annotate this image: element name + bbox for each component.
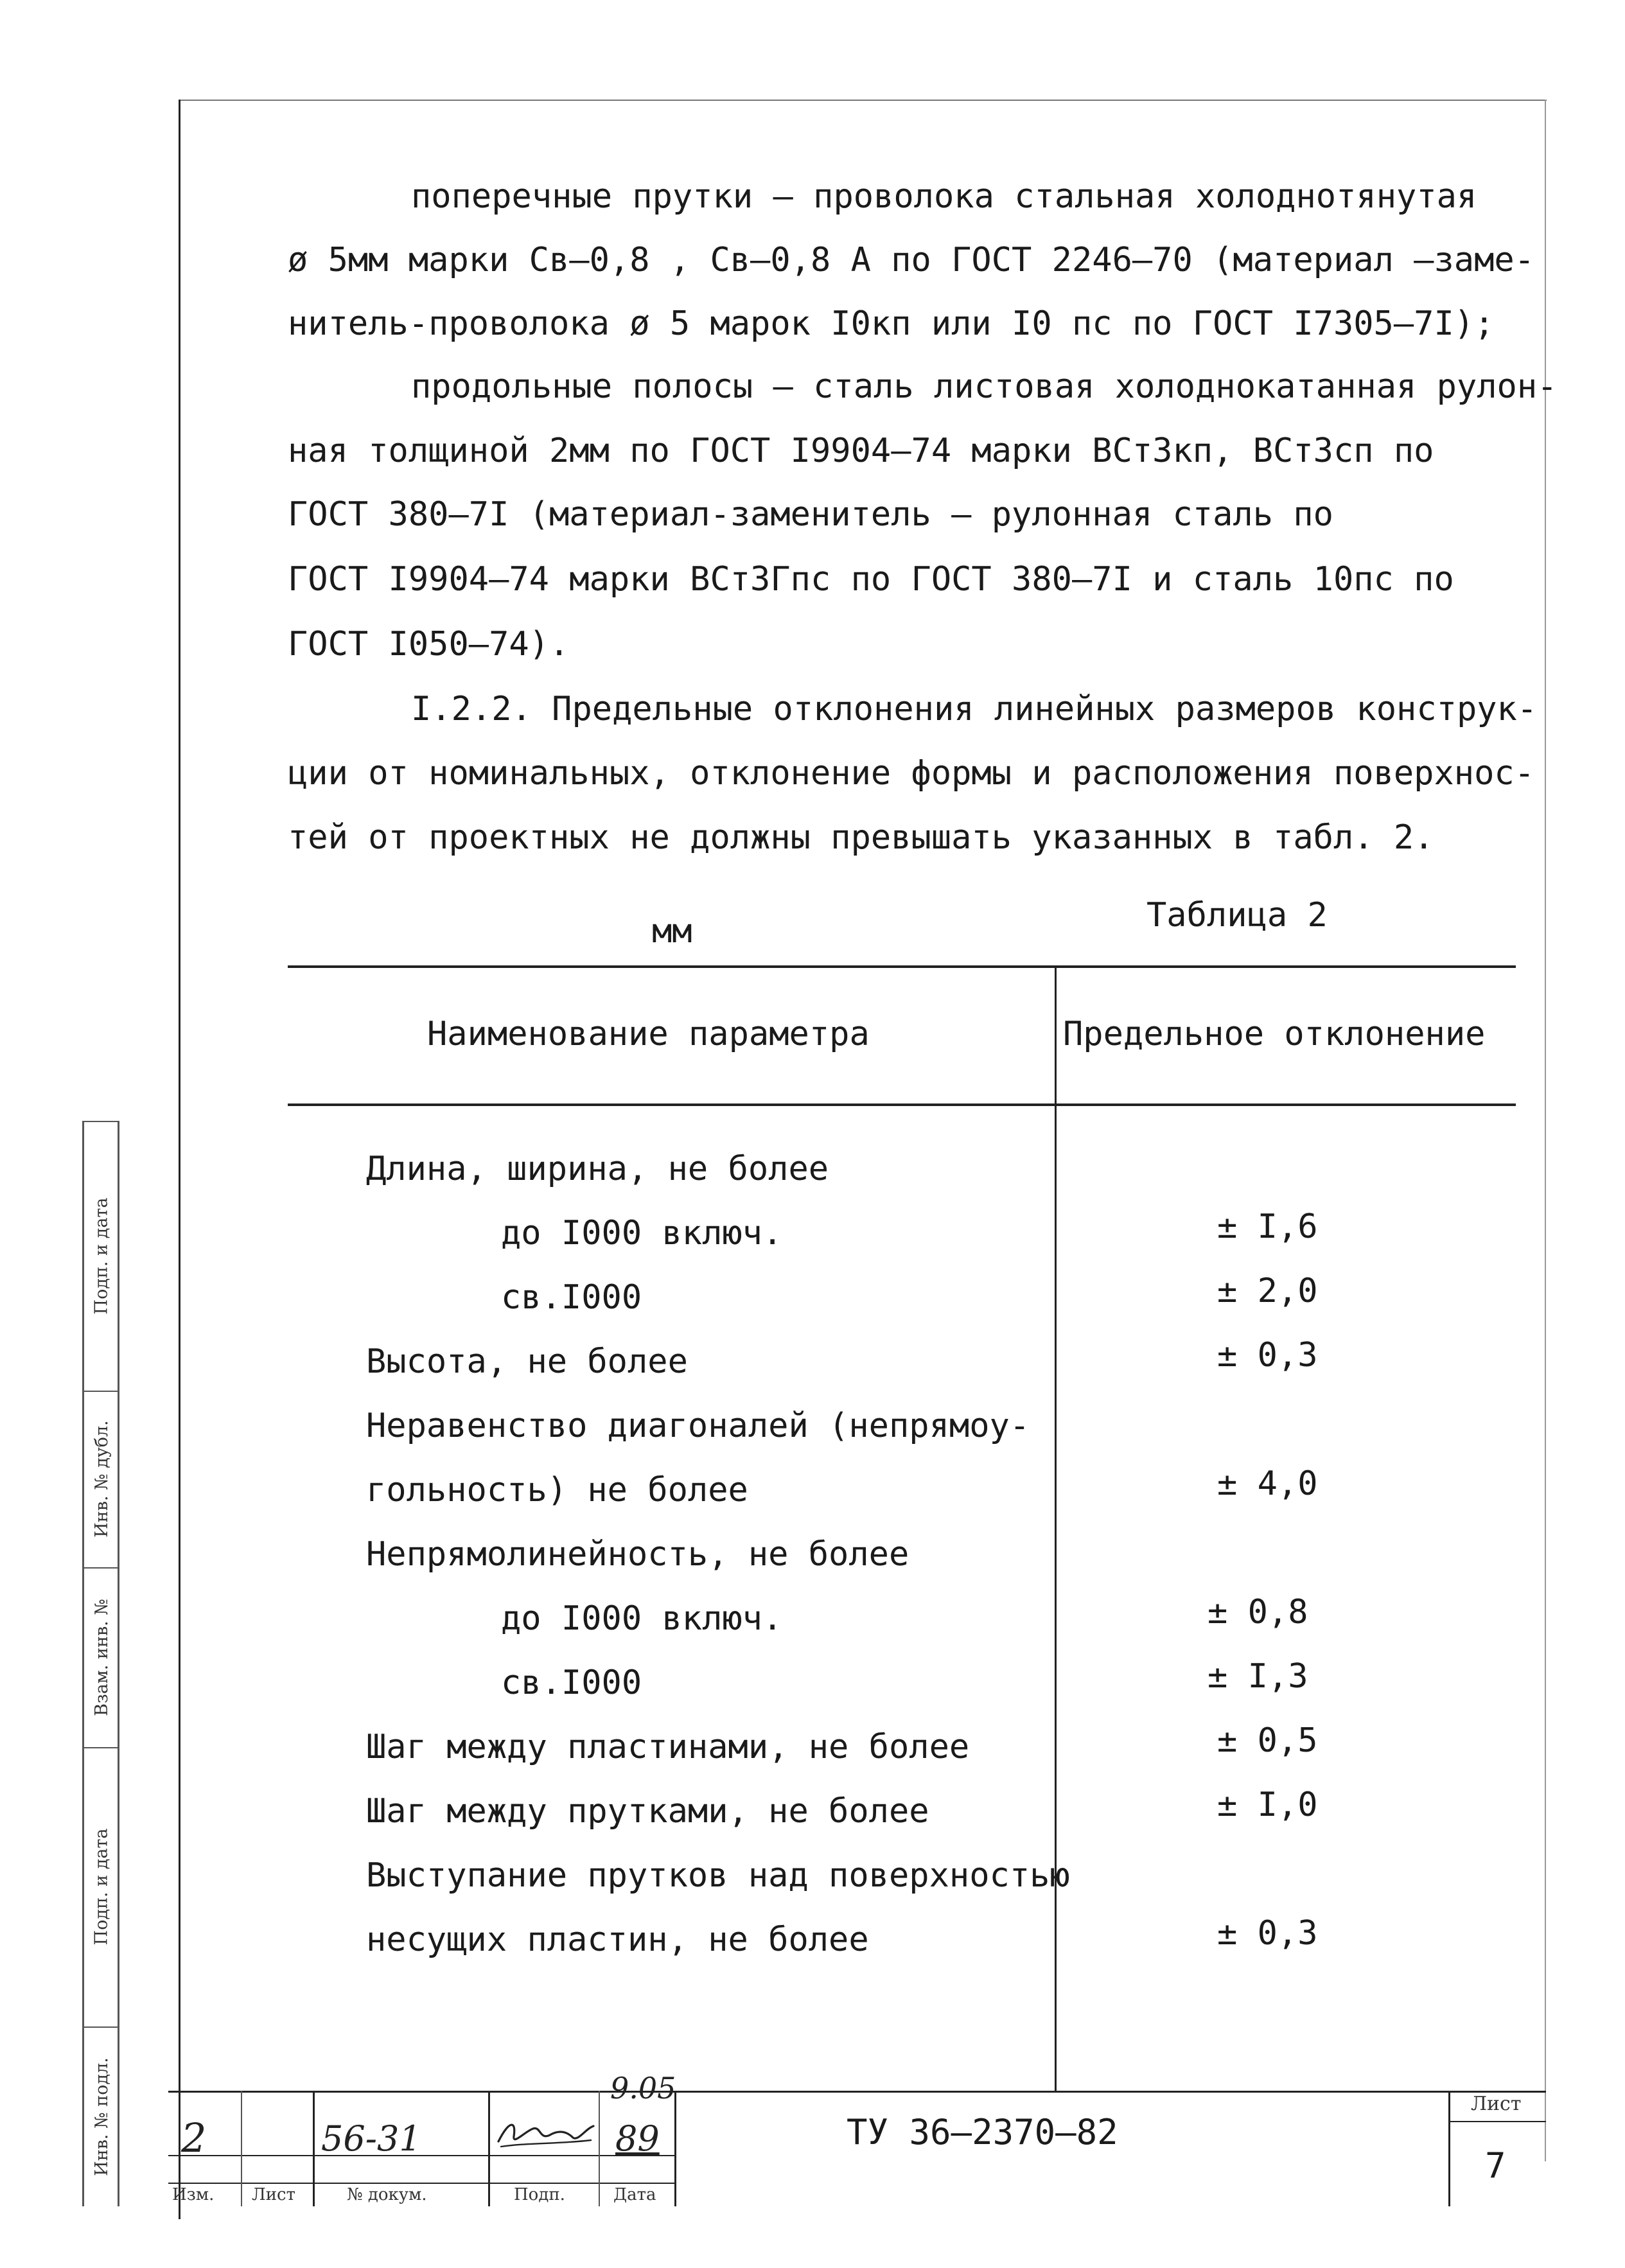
- stamp-col-izm: Изм.: [172, 2185, 215, 2204]
- title-block-col-rule: [313, 2091, 315, 2206]
- table-header-rule: [288, 1103, 1516, 1106]
- title-block-col-rule: [1448, 2091, 1450, 2206]
- table-row-deviation: ± I,6: [1217, 1208, 1318, 1246]
- table-row-deviation: ± 0,3: [1217, 1914, 1318, 1953]
- table-row-param: св.I000: [501, 1278, 642, 1317]
- signature-mark: [495, 2112, 597, 2153]
- page-frame-left: [179, 100, 180, 2219]
- table-row-deviation: ± 4,0: [1217, 1464, 1318, 1503]
- table-row-deviation: ± 0,5: [1217, 1721, 1318, 1760]
- table-row-param: Выступание прутков над поверхностью: [366, 1856, 1070, 1895]
- side-label-inv-orig: Инв. № подл.: [91, 2057, 112, 2176]
- stamp-value-date: 89: [615, 2118, 660, 2159]
- table-row-param: Неравенство диагоналей (непрямоу-: [366, 1407, 1030, 1445]
- body-line: ГОСТ 380–7I (материал-заменитель – рулонная сталь по: [288, 495, 1333, 534]
- table-row-param: Шаг между пластинами, не более: [366, 1728, 970, 1766]
- table-caption: Таблица 2: [1146, 896, 1328, 935]
- stamp-col-doc: № докум.: [347, 2185, 427, 2204]
- body-line: ГОСТ I050–74).: [288, 625, 570, 664]
- body-line: ная толщиной 2мм по ГОСТ I9904–74 марки ВСт3кп, ВСт3сп по: [288, 432, 1434, 470]
- table-row-deviation: ± I,3: [1208, 1657, 1308, 1696]
- body-line: I.2.2. Предельные отклонения линейных размеров конструк-: [411, 690, 1538, 728]
- table-row-param: Длина, ширина, не более: [366, 1150, 829, 1188]
- table-row-deviation: ± 0,3: [1217, 1336, 1318, 1375]
- title-block-top-rule: [168, 2091, 1546, 2093]
- side-label-inv-dupl: Инв. № дубл.: [91, 1420, 112, 1538]
- page-frame-top: [179, 100, 1547, 101]
- sheet-number: 7: [1485, 2145, 1506, 2186]
- table-row-deviation: ± 0,8: [1208, 1593, 1308, 1631]
- table-row-param: Высота, не более: [366, 1342, 688, 1381]
- table-row-param: гольность) не более: [366, 1471, 748, 1509]
- side-label-sign-date: Подп. и дата: [91, 1197, 112, 1314]
- document-code: ТУ 36–2370–82: [847, 2112, 1118, 2152]
- sheet-label: Лист: [1471, 2093, 1522, 2115]
- body-line: поперечные прутки – проволока стальная холоднотянутая: [411, 177, 1477, 216]
- body-line: ø 5мм марки Св–0,8 , Св–0,8 А по ГОСТ 2246–70 (материал –заме-: [288, 241, 1535, 279]
- body-line: ции от номинальных, отклонение формы и расположения поверхнос-: [288, 754, 1535, 793]
- body-line: ГОСТ I9904–74 марки ВСт3Гпс по ГОСТ 380–7I и сталь 10пс по: [288, 560, 1454, 599]
- stamp-col-sign: Подп.: [514, 2185, 565, 2204]
- stamp-col-date: Дата: [613, 2185, 656, 2204]
- table-unit: мм: [652, 912, 692, 951]
- title-block-col-rule: [674, 2091, 676, 2206]
- body-line: тей от проектных не должны превышать указанных в табл. 2.: [288, 818, 1434, 857]
- table-row-deviation: ± I,0: [1217, 1786, 1318, 1824]
- title-block-col-rule: [488, 2091, 490, 2206]
- table-header-deviation: Предельное отклонение: [1063, 1015, 1486, 1053]
- table-row-param: до I000 включ.: [501, 1599, 783, 1638]
- table-row-param: Непрямолинейность, не более: [366, 1535, 909, 1574]
- page-frame-right: [1545, 100, 1546, 2161]
- table-row-param: несущих пластин, не более: [366, 1921, 869, 1959]
- stamp-value-doc: 56-31: [321, 2118, 421, 2159]
- stamp-value-izm: 2: [181, 2114, 207, 2161]
- table-top-rule: [288, 965, 1516, 968]
- title-block-col-rule: [599, 2091, 600, 2206]
- title-block-col-rule: [241, 2091, 242, 2206]
- stamp-value-date-top: 9.05: [610, 2071, 676, 2105]
- table-column-divider: [1055, 965, 1057, 2093]
- stamp-col-list: Лист: [252, 2185, 295, 2204]
- body-line: продольные полосы – сталь листовая холоднокатанная рулон-: [411, 367, 1558, 406]
- body-line: нитель-проволока ø 5 марок I0кп или I0 пс по ГОСТ I7305–7I);: [288, 304, 1495, 343]
- table-row-param: до I000 включ.: [501, 1214, 783, 1253]
- side-label-replace-inv: Взам. инв. №: [91, 1598, 112, 1716]
- table-row-deviation: ± 2,0: [1217, 1272, 1318, 1310]
- table-header-param: Наименование параметра: [427, 1015, 870, 1053]
- side-label-sign-date-2: Подп. и дата: [91, 1828, 112, 1946]
- table-row-param: св.I000: [501, 1664, 642, 1702]
- title-block-sheet-rule: [1448, 2121, 1546, 2122]
- table-row-param: Шаг между прутками, не более: [366, 1792, 929, 1831]
